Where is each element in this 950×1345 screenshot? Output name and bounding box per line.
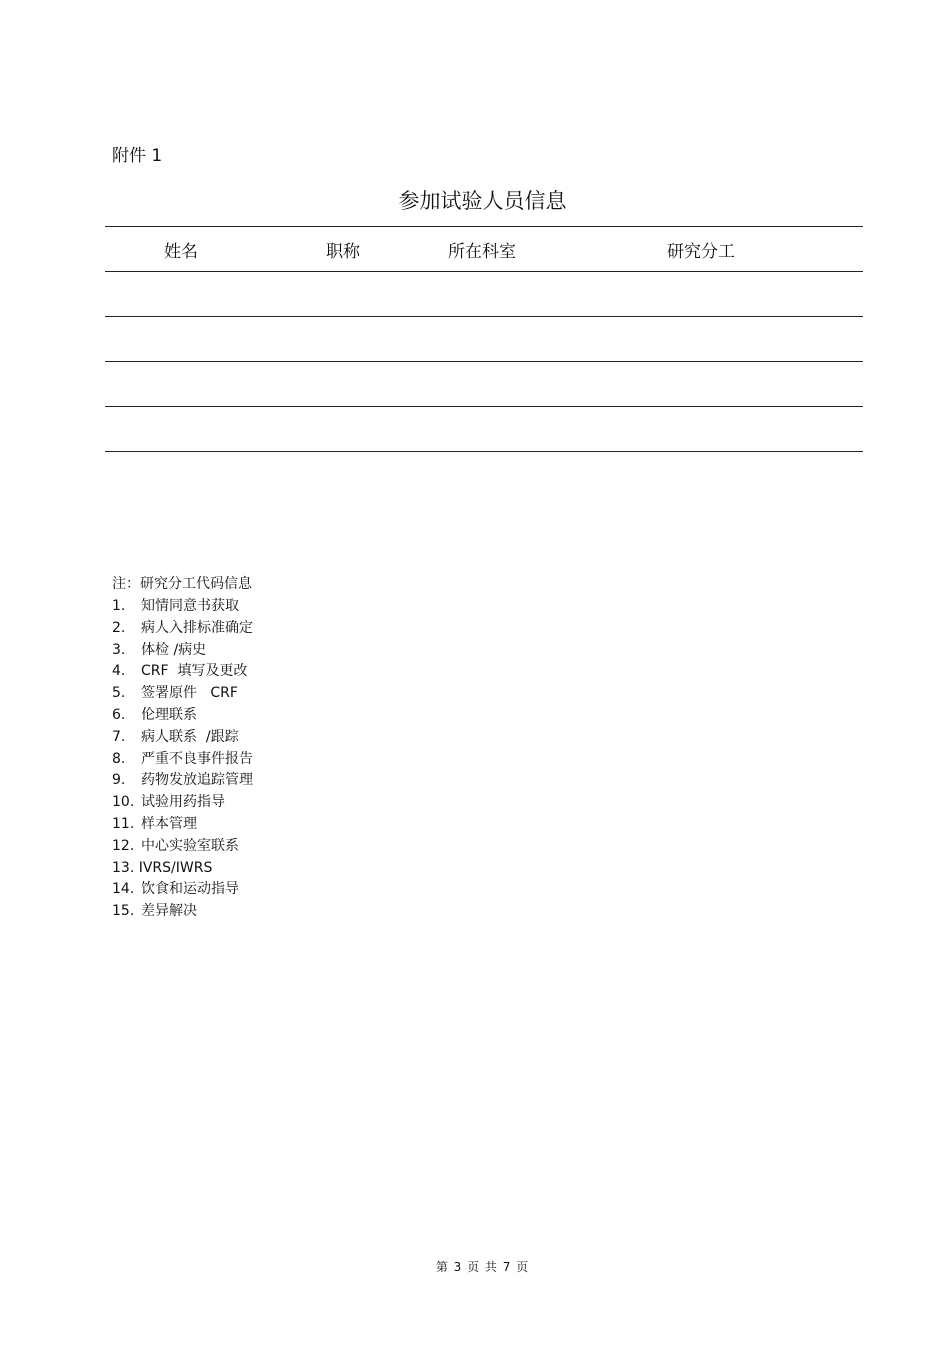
table-row: [105, 272, 863, 317]
note-item: [112, 750, 253, 772]
note-number: 15.: [112, 903, 135, 920]
column-header-title: [268, 227, 390, 272]
table-row: [105, 362, 863, 407]
note-item: [112, 771, 253, 793]
note-text: 中心实验室联系: [141, 837, 239, 854]
table-cell-title: [268, 407, 390, 452]
note-text: 伦理联系: [141, 706, 197, 723]
note-number: 4.: [112, 663, 126, 680]
note-item: [112, 641, 253, 663]
table-cell-department: [390, 317, 609, 362]
note-text: 药物发放追踪管理: [141, 772, 253, 789]
staff-info-table: [105, 226, 863, 452]
table-cell-department: [390, 362, 609, 407]
role-code-notes: [112, 575, 253, 924]
table-cell-department: [390, 407, 609, 452]
table-cell-title: [268, 317, 390, 362]
note-number: 14.: [112, 881, 135, 898]
note-number: 10.: [112, 794, 135, 811]
note-text: 签署原件 CRF: [141, 685, 238, 702]
note-text: 知情同意书获取: [141, 598, 239, 614]
document-title: 参加试验人员信息: [398, 189, 567, 213]
note-text: 饮食和运动指导: [141, 881, 239, 898]
note-number: 5.: [112, 685, 126, 702]
note-text: 严重不良事件报告: [141, 750, 253, 767]
note-item: [112, 880, 253, 902]
note-number: 9.: [112, 772, 126, 789]
table-cell-research-role: [609, 272, 863, 317]
note-text: 体检 /病史: [141, 641, 207, 658]
note-item: [112, 662, 253, 684]
note-number: 2.: [112, 619, 126, 636]
note-text: 差异解决: [141, 903, 197, 920]
note-text: 病人入排标准确定: [141, 619, 253, 636]
note-number: 8.: [112, 750, 126, 767]
table-row: [105, 407, 863, 452]
table-header: [105, 227, 863, 272]
note-text: 病人联系 /跟踪: [141, 728, 239, 745]
table-cell-name: [105, 317, 268, 362]
table-cell-name: [105, 362, 268, 407]
page-number-footer: 第 3 页 共 7 页: [435, 1260, 530, 1274]
note-number: 1.: [112, 598, 126, 614]
table-row: [105, 317, 863, 362]
note-item: [112, 793, 253, 815]
note-number: 3.: [112, 641, 126, 658]
note-number: 6.: [112, 706, 126, 723]
note-number: 11.: [112, 815, 135, 832]
note-item: [112, 902, 253, 924]
table-cell-research-role: [609, 362, 863, 407]
attachment-label: 附件 1: [112, 146, 163, 166]
table-cell-name: [105, 272, 268, 317]
note-item: [112, 837, 253, 859]
note-item: [112, 728, 253, 750]
note-text: 样本管理: [141, 815, 197, 832]
note-number: 13.: [112, 859, 135, 876]
note-item: [112, 684, 253, 706]
column-header-department-label: 所在科室: [448, 241, 516, 262]
note-item: [112, 859, 253, 881]
note-item: [112, 597, 253, 619]
column-header-name-label: 姓名: [164, 241, 198, 262]
table-cell-title: [268, 272, 390, 317]
note-text: 试验用药指导: [141, 794, 225, 811]
table-body: [105, 272, 863, 452]
note-item: [112, 706, 253, 728]
table-header-row: [105, 227, 863, 272]
table-cell-name: [105, 407, 268, 452]
column-header-name: [105, 227, 268, 272]
column-header-department: [390, 227, 609, 272]
notes-heading: 注：研究分工代码信息: [112, 576, 252, 592]
note-item: [112, 815, 253, 837]
column-header-research-role-label: 研究分工: [667, 241, 735, 262]
table-cell-title: [268, 362, 390, 407]
note-item: [112, 619, 253, 641]
column-header-title-label: 职称: [326, 241, 360, 262]
note-text: IVRS/IWRS: [138, 859, 213, 876]
table-cell-department: [390, 272, 609, 317]
column-header-research-role: [609, 227, 863, 272]
note-text: CRF 填写及更改: [141, 663, 248, 680]
table-cell-research-role: [609, 317, 863, 362]
note-number: 7.: [112, 728, 126, 745]
note-number: 12.: [112, 837, 135, 854]
table-cell-research-role: [609, 407, 863, 452]
